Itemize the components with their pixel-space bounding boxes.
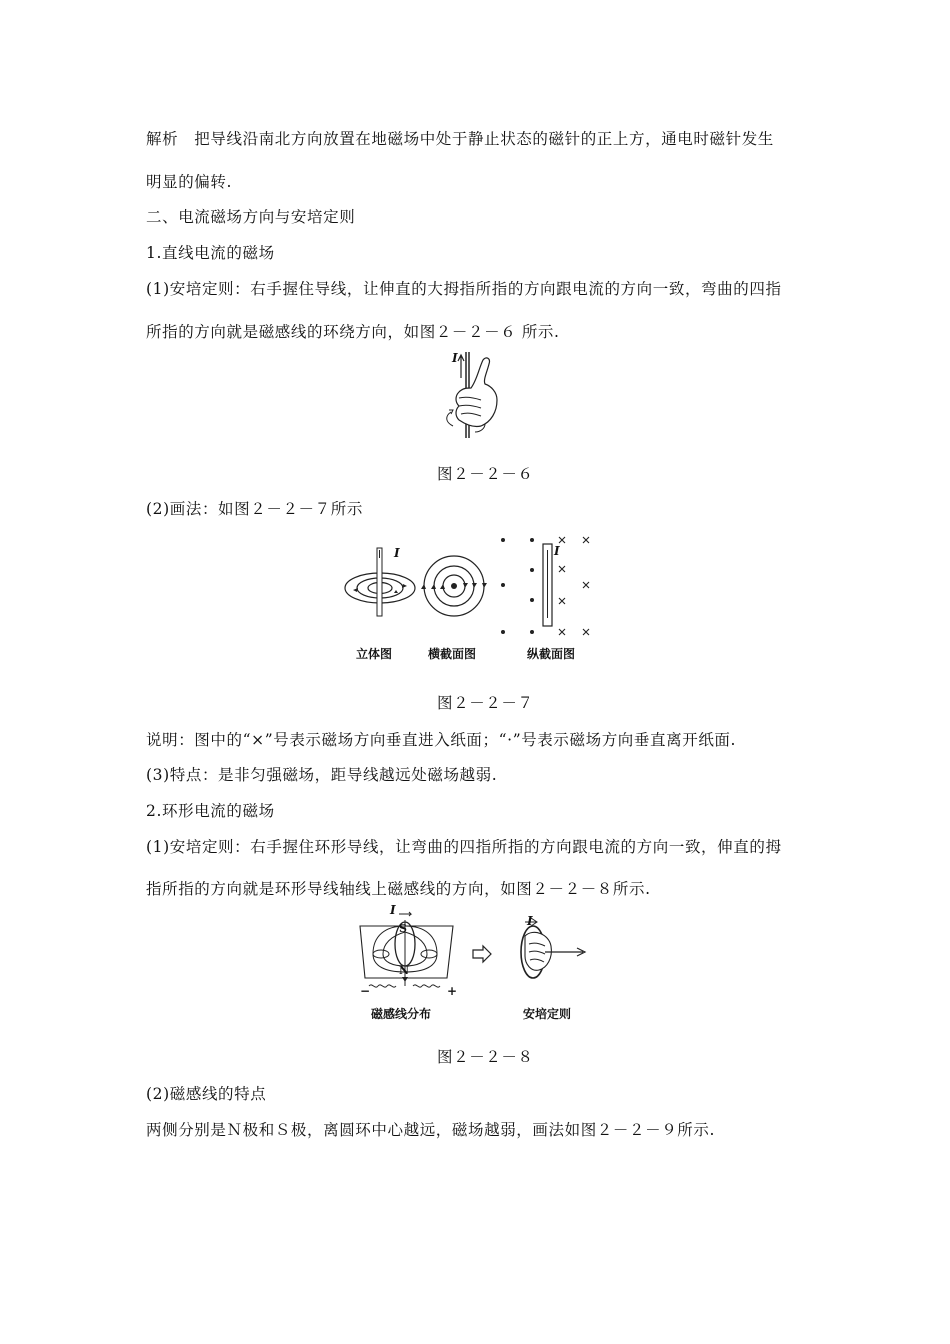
figure-caption: 图２－２－８ [437,1048,534,1066]
text-line: 两侧分别是Ｎ极和Ｓ极，离圆环中心越远，磁场越弱，画法如图２－２－９所示. [146,1121,716,1139]
text-line: 说明：图中的“×”号表示磁场方向垂直进入纸面；“·”号表示磁场方向垂直离开纸面. [146,731,737,749]
text-line: 所指的方向就是磁感线的环绕方向，如图２－２－６ 所示. [146,323,560,341]
current-label: I [394,546,400,560]
figure-caption: 图２－２－７ [437,694,534,712]
pole-n-label: N [399,964,410,977]
figure-straight-current-views [340,528,610,663]
figure-ring-current [355,903,595,1024]
text-line: 解析 把导线沿南北方向放置在地磁场中处于静止状态的磁针的正上方，通电时磁针发生 [146,130,774,148]
figure-right-hand-wire [425,350,525,440]
current-label: I [527,914,533,928]
subsection-heading: 2.环形电流的磁场 [146,802,275,820]
figure-label: 磁感线分布 [371,1007,432,1021]
perspective-view [345,548,415,616]
minus-terminal: − [360,984,371,998]
text-line: (2)画法：如图２－２－７所示 [146,500,363,518]
field-lines-illustration [340,528,610,638]
text-line: 指所指的方向就是环形导线轴线上磁感线的方向，如图２－２－８所示. [146,880,651,898]
current-label: I [452,351,458,365]
text-line: (1)安培定则：右手握住导线，让伸直的大拇指所指的方向跟电流的方向一致，弯曲的四指 [146,280,782,298]
figure-label: 立体图 [356,647,393,661]
text-line: (2)磁感线的特点 [146,1085,267,1103]
ring-field-illustration [355,906,595,1001]
text-line: 明显的偏转. [146,173,233,191]
figure-label: 纵截面图 [527,647,576,661]
current-label: I [554,544,560,558]
figure-caption: 图２－２－６ [437,465,534,483]
text-line: (1)安培定则：右手握住环形导线，让弯曲的四指所指的方向跟电流的方向一致，伸直的拇 [146,838,782,856]
pole-s-label: S [399,922,407,935]
figure-label: 横截面图 [428,647,477,661]
cross-section-view [421,556,487,616]
figure-label: 安培定则 [523,1007,572,1021]
longitudinal-section-view [501,537,589,635]
arrow-icon [473,946,491,962]
subsection-heading: 1.直线电流的磁场 [146,244,275,262]
current-label: I [390,903,396,917]
plus-terminal: + [447,984,458,998]
text-line: (3)特点：是非匀强磁场，距导线越远处磁场越弱. [146,766,498,784]
section-heading: 二、电流磁场方向与安培定则 [146,208,356,226]
hand-grip-illustration [425,350,525,440]
